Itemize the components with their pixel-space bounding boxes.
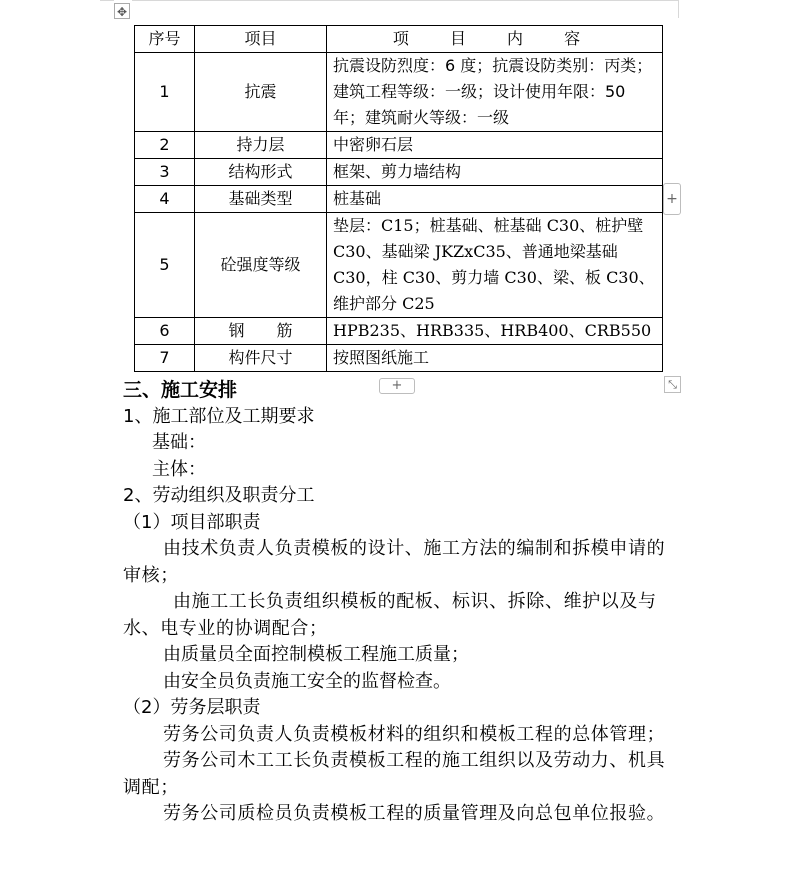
paragraph: 劳务公司质检员负责模板工程的质量管理及向总包单位报验。 [163, 803, 666, 824]
row-no: 6 [135, 318, 195, 345]
row-no: 2 [135, 132, 195, 159]
row-content: HPB235、HRB335、HRB400、CRB550 [327, 318, 663, 345]
row-no: 7 [135, 345, 195, 372]
row-item: 基础类型 [195, 186, 327, 213]
table-resize-icon[interactable]: ⤡ [664, 376, 681, 393]
paragraph: 2、劳动组织及职责分工 [123, 485, 315, 506]
document-body [123, 377, 683, 828]
row-no: 5 [135, 213, 195, 318]
paragraph: （2）劳务层职责 [123, 697, 261, 718]
page-corner-right [678, 0, 679, 18]
paragraph: 由质量员全面控制模板工程施工质量； [163, 644, 469, 665]
section-title: 三、施工安排 [123, 379, 238, 401]
table-row [135, 53, 663, 132]
page-corner-left [100, 0, 114, 1]
header-content: 项 目 内 容 [327, 26, 663, 53]
header-item: 项目 [195, 26, 327, 53]
row-content: 抗震设防烈度：6 度；抗震设防类别：丙类；建筑工程等级：一级；设计使用年限：50 年；建筑耐火等级：一级 [327, 53, 663, 132]
row-content: 框架、剪力墙结构 [327, 159, 663, 186]
paragraph: 劳务公司负责人负责模板材料的组织和模板工程的总体管理； [163, 723, 666, 745]
table-row [135, 132, 663, 159]
row-item: 结构形式 [195, 159, 327, 186]
paragraph: 劳务公司木工工长负责模板工程的施工组织以及劳动力、机具调配； [123, 750, 666, 798]
paragraph: 基础： [152, 432, 206, 453]
table-row [135, 318, 663, 345]
row-item: 砼强度等级 [195, 213, 327, 318]
row-item: 抗震 [195, 53, 327, 132]
paragraph: 由施工工长负责组织模板的配板、标识、拆除、维护以及与水、电专业的协调配合； [123, 591, 657, 639]
row-no: 4 [135, 186, 195, 213]
page-top-edge [132, 0, 678, 1]
paragraph: 由技术负责人负责模板的设计、施工方法的编制和拆模申请的审核； [123, 538, 666, 586]
table-row [135, 186, 663, 213]
row-item: 构件尺寸 [195, 345, 327, 372]
paragraph: 由安全员负责施工安全的监督检查。 [163, 670, 451, 692]
paragraph: 1、施工部位及工期要求 [123, 405, 315, 427]
table-row [135, 345, 663, 372]
row-content: 垫层：C15；桩基础、桩基础 C30、桩护壁 C30、基础梁 JKZxC35、普通地梁基础 C30，柱 C30、剪力墙 C30、梁、板 C30、维护部分 C25 [327, 213, 663, 318]
header-no: 序号 [135, 26, 195, 53]
row-item: 持力层 [195, 132, 327, 159]
spec-table [134, 25, 663, 372]
table-row [135, 159, 663, 186]
row-content: 桩基础 [327, 186, 663, 213]
row-no: 1 [135, 53, 195, 132]
table-move-icon[interactable]: ✥ [114, 3, 130, 19]
row-item: 钢 筋 [195, 318, 327, 345]
add-row-button[interactable]: + [379, 378, 415, 394]
paragraph: 主体： [152, 458, 206, 480]
table-row [135, 213, 663, 318]
row-content: 中密卵石层 [327, 132, 663, 159]
add-column-button[interactable]: + [663, 183, 681, 215]
row-no: 3 [135, 159, 195, 186]
row-content: 按照图纸施工 [327, 345, 663, 372]
table-header-row [135, 26, 663, 53]
paragraph: （1）项目部职责 [123, 511, 261, 533]
